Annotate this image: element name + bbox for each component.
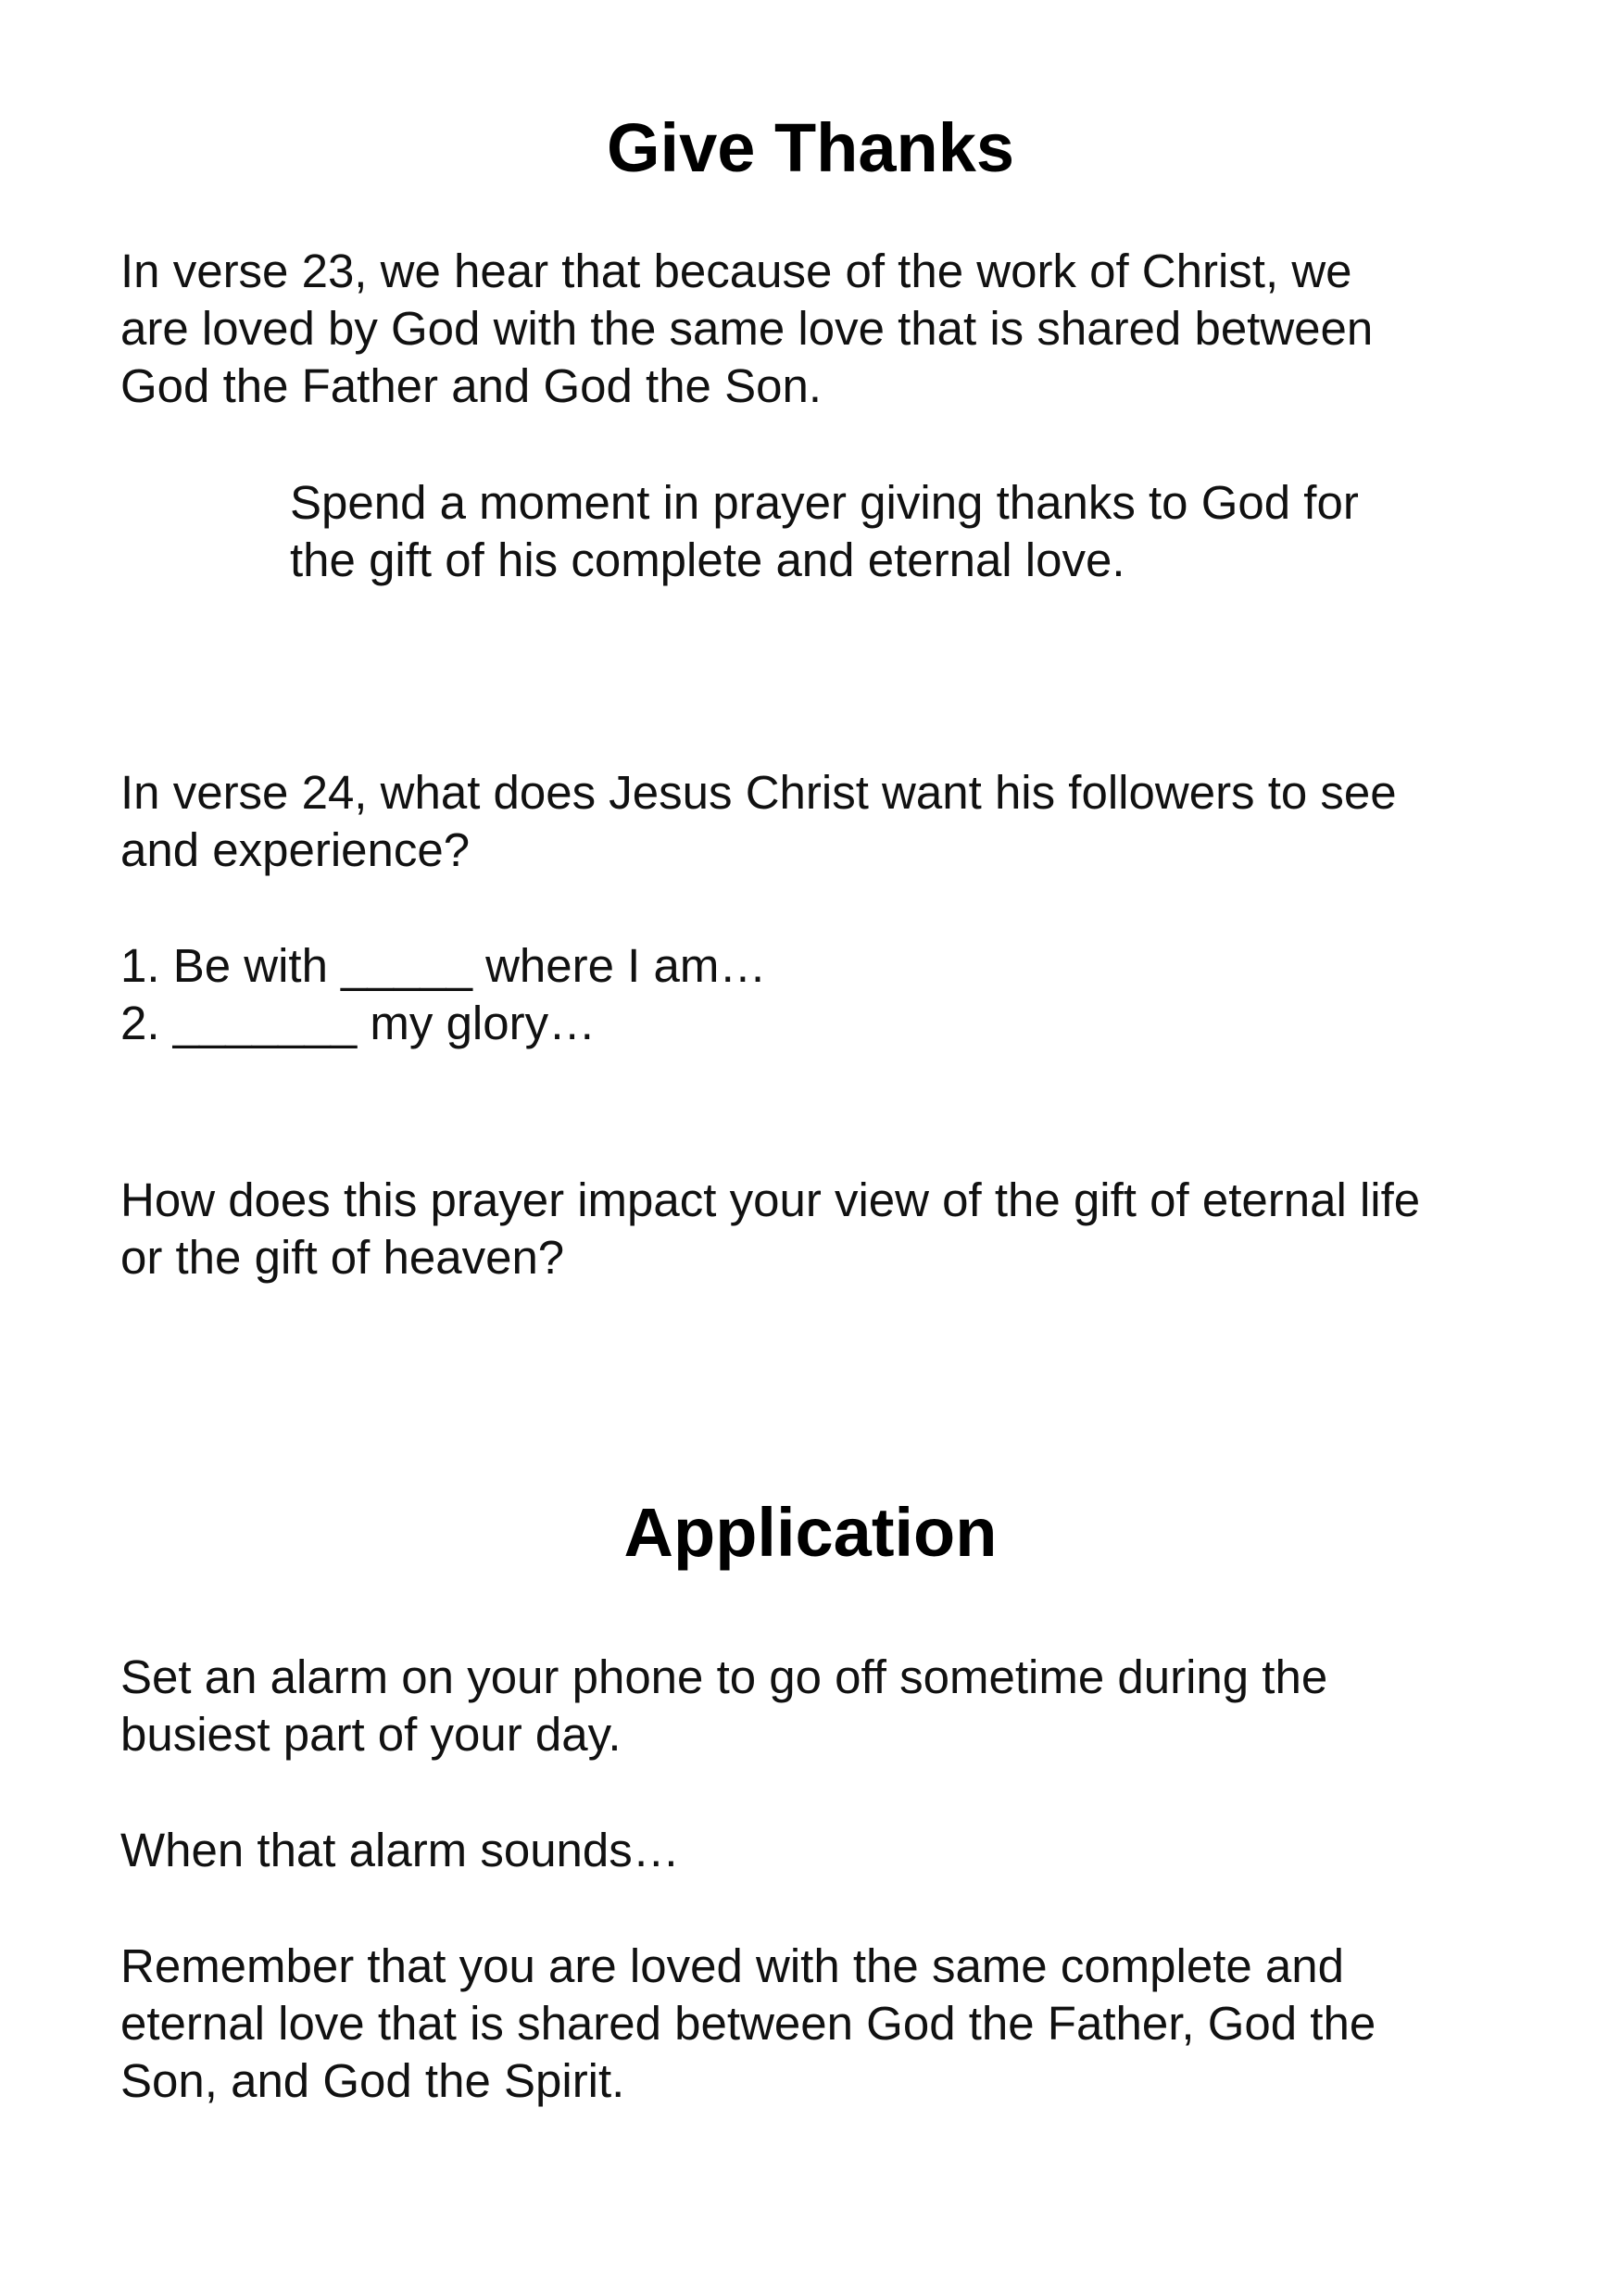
- application-heading: Application: [623, 1494, 998, 1571]
- heaven-question: How does this prayer impact your view of the gift of eternal life or the gift of heaven?: [120, 1173, 1421, 1284]
- remember-paragraph: Remember that you are loved with the same complete and eternal love that is shared between God the Father, God the Son, and God the Spirit.: [120, 1939, 1376, 2107]
- give-thanks-heading: Give Thanks: [606, 109, 1015, 186]
- when-alarm-paragraph: When that alarm sounds…: [120, 1824, 680, 1876]
- prayer-prompt-paragraph: Spend a moment in prayer giving thanks to God for the gift of his complete and eternal love.: [290, 476, 1359, 586]
- verse-24-question: In verse 24, what does Jesus Christ want his followers to see and experience?: [120, 766, 1397, 876]
- fill-in-item-2: 2. _______ my glory…: [120, 997, 597, 1049]
- verse-23-paragraph: In verse 23, we hear that because of the work of Christ, we are loved by God with the same love that is shared between God the Father and God the Son.: [120, 245, 1374, 412]
- alarm-instruction-paragraph: Set an alarm on your phone to go off sometime during the busiest part of your day.: [120, 1650, 1328, 1761]
- fill-in-item-1: 1. Be with _____ where I am…: [120, 939, 767, 992]
